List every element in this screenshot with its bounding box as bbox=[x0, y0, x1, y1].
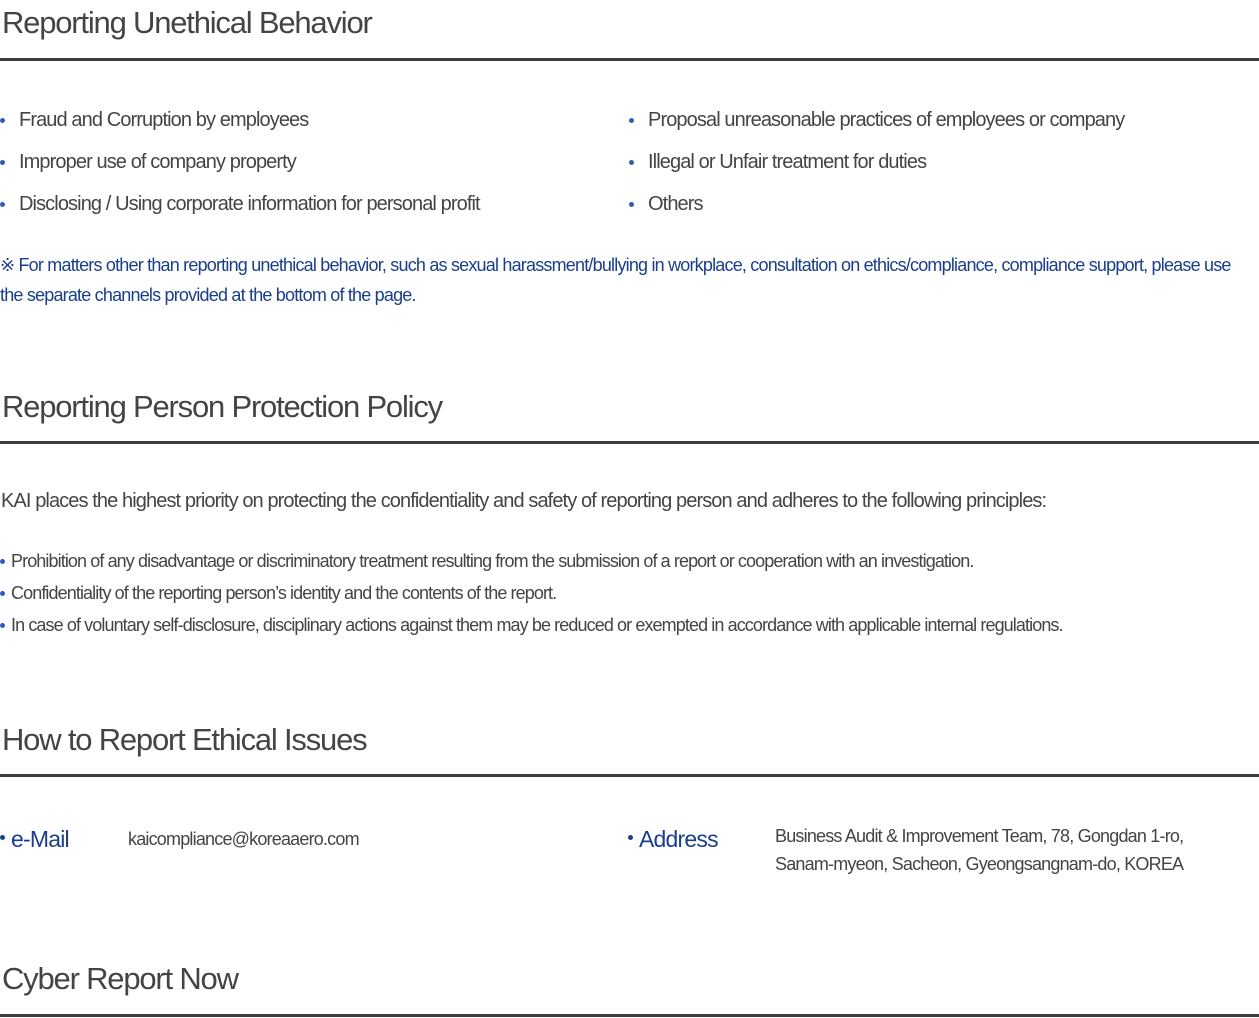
bullet-icon bbox=[629, 118, 634, 123]
protection-principles-list bbox=[0, 549, 1063, 645]
bullet-icon bbox=[0, 623, 5, 628]
address-label: Address bbox=[628, 825, 718, 853]
list-item: Confidentiality of the reporting person’s identity and the contents of the report. bbox=[0, 581, 1063, 613]
other-channels-notice: ※ For matters other than reporting unethical behavior, such as sexual harassment/bullying in workplace, consultation on ethics/compliance, compliance support, please use the separate channels provided at the bottom of the page. bbox=[0, 255, 1231, 305]
bullet-icon bbox=[0, 202, 5, 207]
bullet-icon bbox=[0, 160, 5, 165]
section-divider bbox=[0, 774, 1259, 777]
section-divider bbox=[0, 441, 1259, 444]
list-item: Prohibition of any disadvantage or discriminatory treatment resulting from the submission of a report or cooperation with an investigation. bbox=[0, 549, 1063, 581]
section-title-protection-policy: Reporting Person Protection Policy bbox=[2, 389, 442, 424]
unethical-list-left bbox=[0, 107, 480, 233]
section-divider bbox=[0, 1014, 1259, 1017]
bullet-icon bbox=[629, 202, 634, 207]
section-title-unethical-behavior: Reporting Unethical Behavior bbox=[2, 5, 372, 40]
email-link[interactable]: kaicompliance@koreaaero.com bbox=[128, 829, 359, 849]
protection-intro: KAI places the highest priority on protecting the confidentiality and safety of reporting person and adheres to the following principles: bbox=[1, 490, 1047, 512]
list-item: Proposal unreasonable practices of employees or company bbox=[629, 107, 1124, 149]
email-label: e-Mail bbox=[0, 825, 69, 853]
section-title-how-to-report: How to Report Ethical Issues bbox=[2, 722, 367, 757]
bullet-icon bbox=[0, 118, 5, 123]
bullet-icon bbox=[0, 591, 5, 596]
section-title-cyber-report: Cyber Report Now bbox=[2, 961, 238, 996]
section-divider bbox=[0, 58, 1259, 61]
list-item: Illegal or Unfair treatment for duties bbox=[629, 149, 1124, 191]
bullet-icon bbox=[628, 835, 633, 840]
unethical-list-right bbox=[629, 107, 1124, 233]
address-line: Sanam-myeon, Sacheon, Gyeongsangnam-do, KOREA bbox=[775, 854, 1184, 874]
list-item: In case of voluntary self-disclosure, disciplinary actions against them may be reduced or exempted in accordance with applicable internal regulations. bbox=[0, 613, 1063, 645]
list-item: Improper use of company property bbox=[0, 149, 480, 191]
bullet-icon bbox=[0, 559, 5, 564]
bullet-icon bbox=[0, 835, 5, 840]
address-line: Business Audit & Improvement Team, 78, Gongdan 1-ro, bbox=[775, 826, 1184, 846]
list-item: Fraud and Corruption by employees bbox=[0, 107, 480, 149]
address-value bbox=[775, 822, 1183, 878]
list-item: Disclosing / Using corporate information for personal profit bbox=[0, 191, 480, 233]
bullet-icon bbox=[629, 160, 634, 165]
list-item: Others bbox=[629, 191, 1124, 233]
